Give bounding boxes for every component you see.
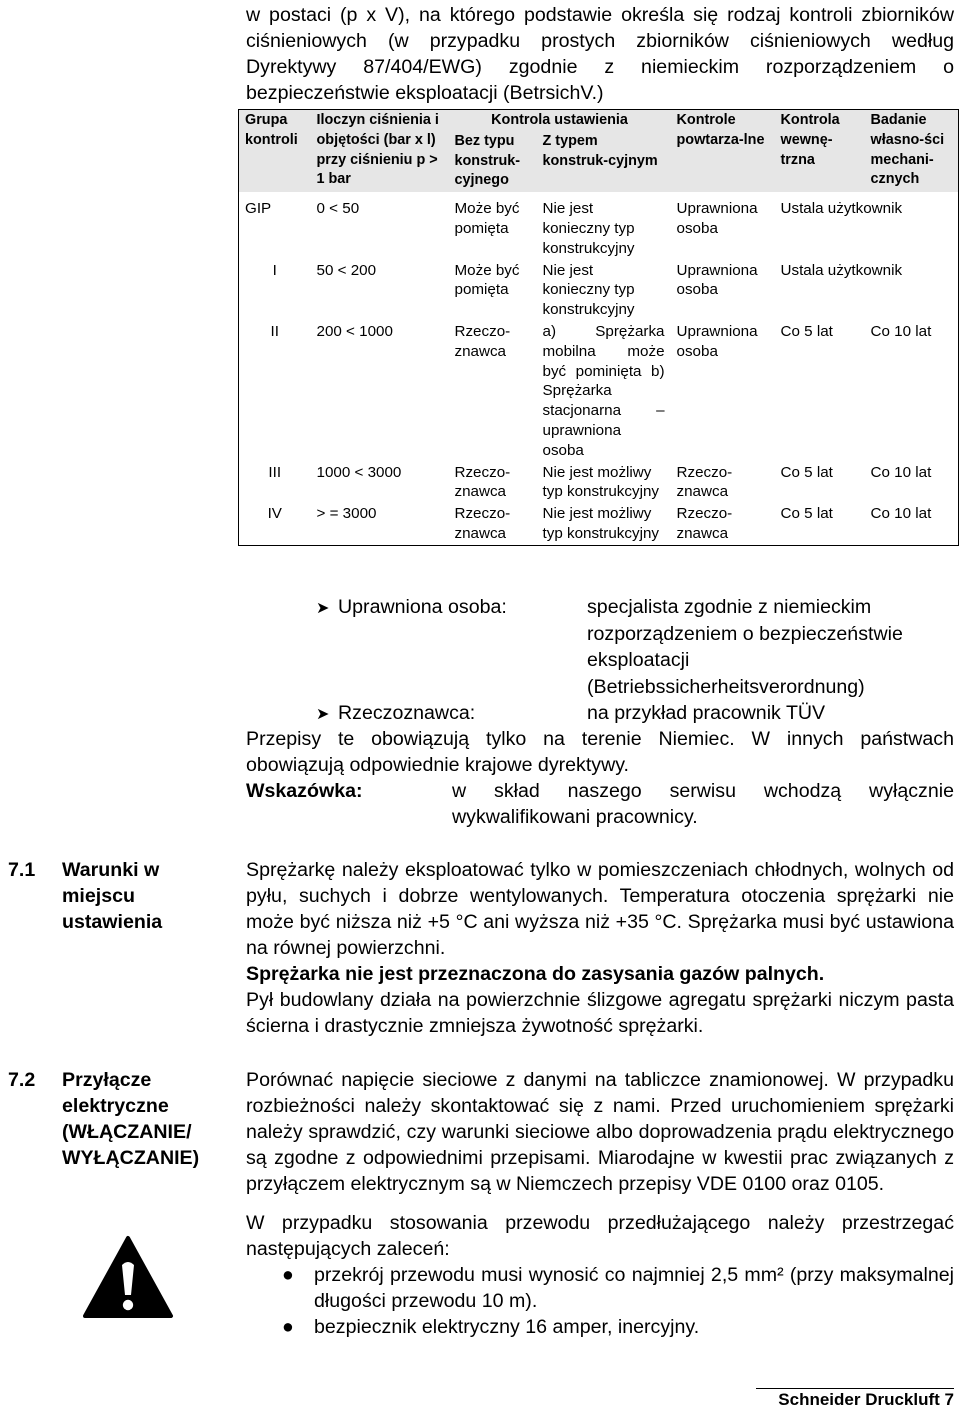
cell-product: > = 3000 [316, 505, 377, 523]
cell-span: Ustala użytkownik [780, 200, 903, 218]
cell-without: Rzeczo-znawca [454, 463, 511, 501]
cell-group: GIP [245, 200, 272, 218]
table-header-row [239, 110, 959, 131]
intro-paragraph: w postaci (p x V), na którego podstawie określa się rodzaj kontroli zbiorników ciśnieniowych (w przypadku prostych zbiorników ciśnieniowych według Dyrektywy 87/404/EWG) zgodnie z niemieckim rozporządzeniem o bezpieczeństwie eksploatacji (BetrsichV.) [246, 4, 954, 104]
cell-without: Może być pomięta [454, 200, 520, 237]
section-number: 7.1 [8, 859, 36, 881]
hint-text: w skład naszego serwisu wchodzą wyłącznie wykwalifikowani pracownicy. [452, 780, 954, 828]
cell-product: 1000 < 3000 [316, 463, 402, 481]
warning-triangle-icon [82, 1235, 174, 1319]
cell-repeat: Uprawniona osoba [676, 200, 758, 237]
section-number: 7.2 [8, 1069, 36, 1091]
cell-repeat: Uprawniona osoba [676, 322, 758, 360]
inspection-table [238, 109, 959, 546]
paragraph: Pył budowlany działa na powierzchnie ślizgowe agregatu sprężarki niczym pasta ścierna i drastycznie zmniejsza żywotność sprężarki. [246, 989, 954, 1037]
warning-bold: Sprężarka nie jest przeznaczona do zasysania gazów palnych. [246, 963, 825, 985]
cell-without: Rzeczo-znawca [454, 322, 511, 360]
cell-repeat: Uprawniona osoba [676, 261, 758, 299]
table-row [239, 321, 959, 462]
section-7-2-body [246, 1067, 954, 1340]
paragraph: W przypadku stosowania przewodu przedłużającego należy przestrzegać następujących zaleceń: [246, 1212, 954, 1260]
cell-group: II [270, 322, 279, 340]
cell-with: Nie jest konieczny typ konstrukcyjny [542, 261, 635, 319]
germany-note: Przepisy te obowiązują tylko na terenie Niemiec. W innych państwach obowiązują odpowiednie krajowe dyrektywy. [246, 728, 954, 776]
page-footer: Schneider Druckluft 7 [756, 1388, 954, 1410]
cell-group: IV [267, 505, 282, 523]
header-repeat: Kontrole powtarza-lne [671, 110, 775, 193]
cell-group: I [272, 261, 277, 279]
paragraph: Porównać napięcie sieciowe z danymi na tabliczce znamionowej. W przypadku rozbieżności należy skontaktować się z nami. Przed uruchomieniem sprężarki należy sprawdzić, czy warunki sieciowe albo doprowadzenia prądu elektrycznego są zgodne z odpowiednimi przepisami. Miarodajne w kwestii prac związanych z przyłączem elektrycznym są w Niemczech przepisy VDE 0100 oraz 0105. [246, 1069, 954, 1195]
requirements-list [246, 1262, 954, 1340]
bullet-icon: ● [282, 1316, 294, 1338]
section-7-1-body [246, 857, 954, 1039]
cell-product: 200 < 1000 [316, 322, 393, 340]
header-with-type: Z typem konstruk-cyjnym [537, 131, 671, 192]
list-item: ● bezpiecznik elektryczny 16 amper, inercyjny. [282, 1316, 700, 1338]
cell-span: Ustala użytkownik [780, 261, 903, 279]
section-title: Przyłącze elektryczne (WŁĄCZANIE/ WYŁĄCZANIE) [62, 1069, 200, 1169]
cell-with: a) Sprężarka mobilna może być pominięta b) Sprężarka stacjonarna – uprawniona osoba [542, 322, 665, 459]
cell-internal: Co 5 lat [780, 463, 833, 481]
cell-with: Nie jest konieczny typ konstrukcyjny [542, 200, 635, 257]
cell-with: Nie jest możliwy typ konstrukcyjny [542, 505, 659, 542]
cell-with: Nie jest możliwy typ konstrukcyjny [542, 463, 659, 501]
cell-product: 0 < 50 [316, 200, 360, 218]
header-group: Grupa kontroli [239, 110, 311, 193]
header-strength: Badanie własno-ści mechani-cznych [865, 110, 959, 193]
definition-text: na przykład pracownik TÜV [587, 702, 826, 724]
cell-without: Może być pomięta [454, 261, 520, 299]
list-item: ● przekrój przewodu musi wynosić co najmniej 2,5 mm² (przy maksymalnej długości przewodu 10 m). [282, 1264, 954, 1312]
table-row [239, 260, 959, 321]
hint-label: Wskazówka: [246, 780, 363, 802]
cell-group: III [268, 463, 282, 481]
cell-product: 50 < 200 [316, 261, 377, 279]
paragraph: Sprężarkę należy eksploatować tylko w pomieszczeniach chłodnych, wolnych od pyłu, suchych i dobrze wentylowanych. Temperatura otoczenia sprężarki nie może być niższa niż +5 °C ani wyższa niż +35 °C. Sprężarka musi być ustawiona na równej powierzchni. [246, 859, 954, 959]
cell-strength: Co 10 lat [870, 463, 932, 481]
definition-text: specjalista zgodnie z niemieckim rozporządzeniem o bezpieczeństwie eksploatacji (Betriebssicherheitsverordnung) [587, 596, 903, 698]
arrow-bullet-icon: ➤ [316, 706, 330, 723]
header-internal: Kontrola wewnę-trzna [775, 110, 865, 193]
header-installation: Kontrola ustawienia [449, 110, 671, 131]
cell-strength: Co 10 lat [870, 322, 932, 340]
arrow-bullet-icon: ➤ [316, 600, 330, 617]
cell-repeat: Rzeczo-znawca [676, 505, 733, 542]
bullet-icon: ● [282, 1264, 294, 1286]
section-title: Warunki w miejscu ustawienia [62, 859, 163, 933]
definition-term: Rzeczoznawca: [338, 702, 476, 724]
definition-term: Uprawniona osoba: [338, 596, 507, 618]
cell-strength: Co 10 lat [870, 505, 932, 523]
cell-internal: Co 5 lat [780, 505, 833, 523]
table-row [239, 192, 959, 259]
cell-repeat: Rzeczo-znawca [676, 463, 733, 501]
cell-without: Rzeczo-znawca [454, 505, 511, 542]
table-row [239, 462, 959, 504]
definition-expert [316, 700, 586, 729]
table-row [239, 503, 959, 545]
cell-internal: Co 5 lat [780, 322, 833, 340]
header-product: Iloczyn ciśnienia i objętości (bar x l) przy ciśnieniu p > 1 bar [311, 110, 449, 193]
header-without-type: Bez typu konstruk-cyjnego [449, 131, 537, 192]
